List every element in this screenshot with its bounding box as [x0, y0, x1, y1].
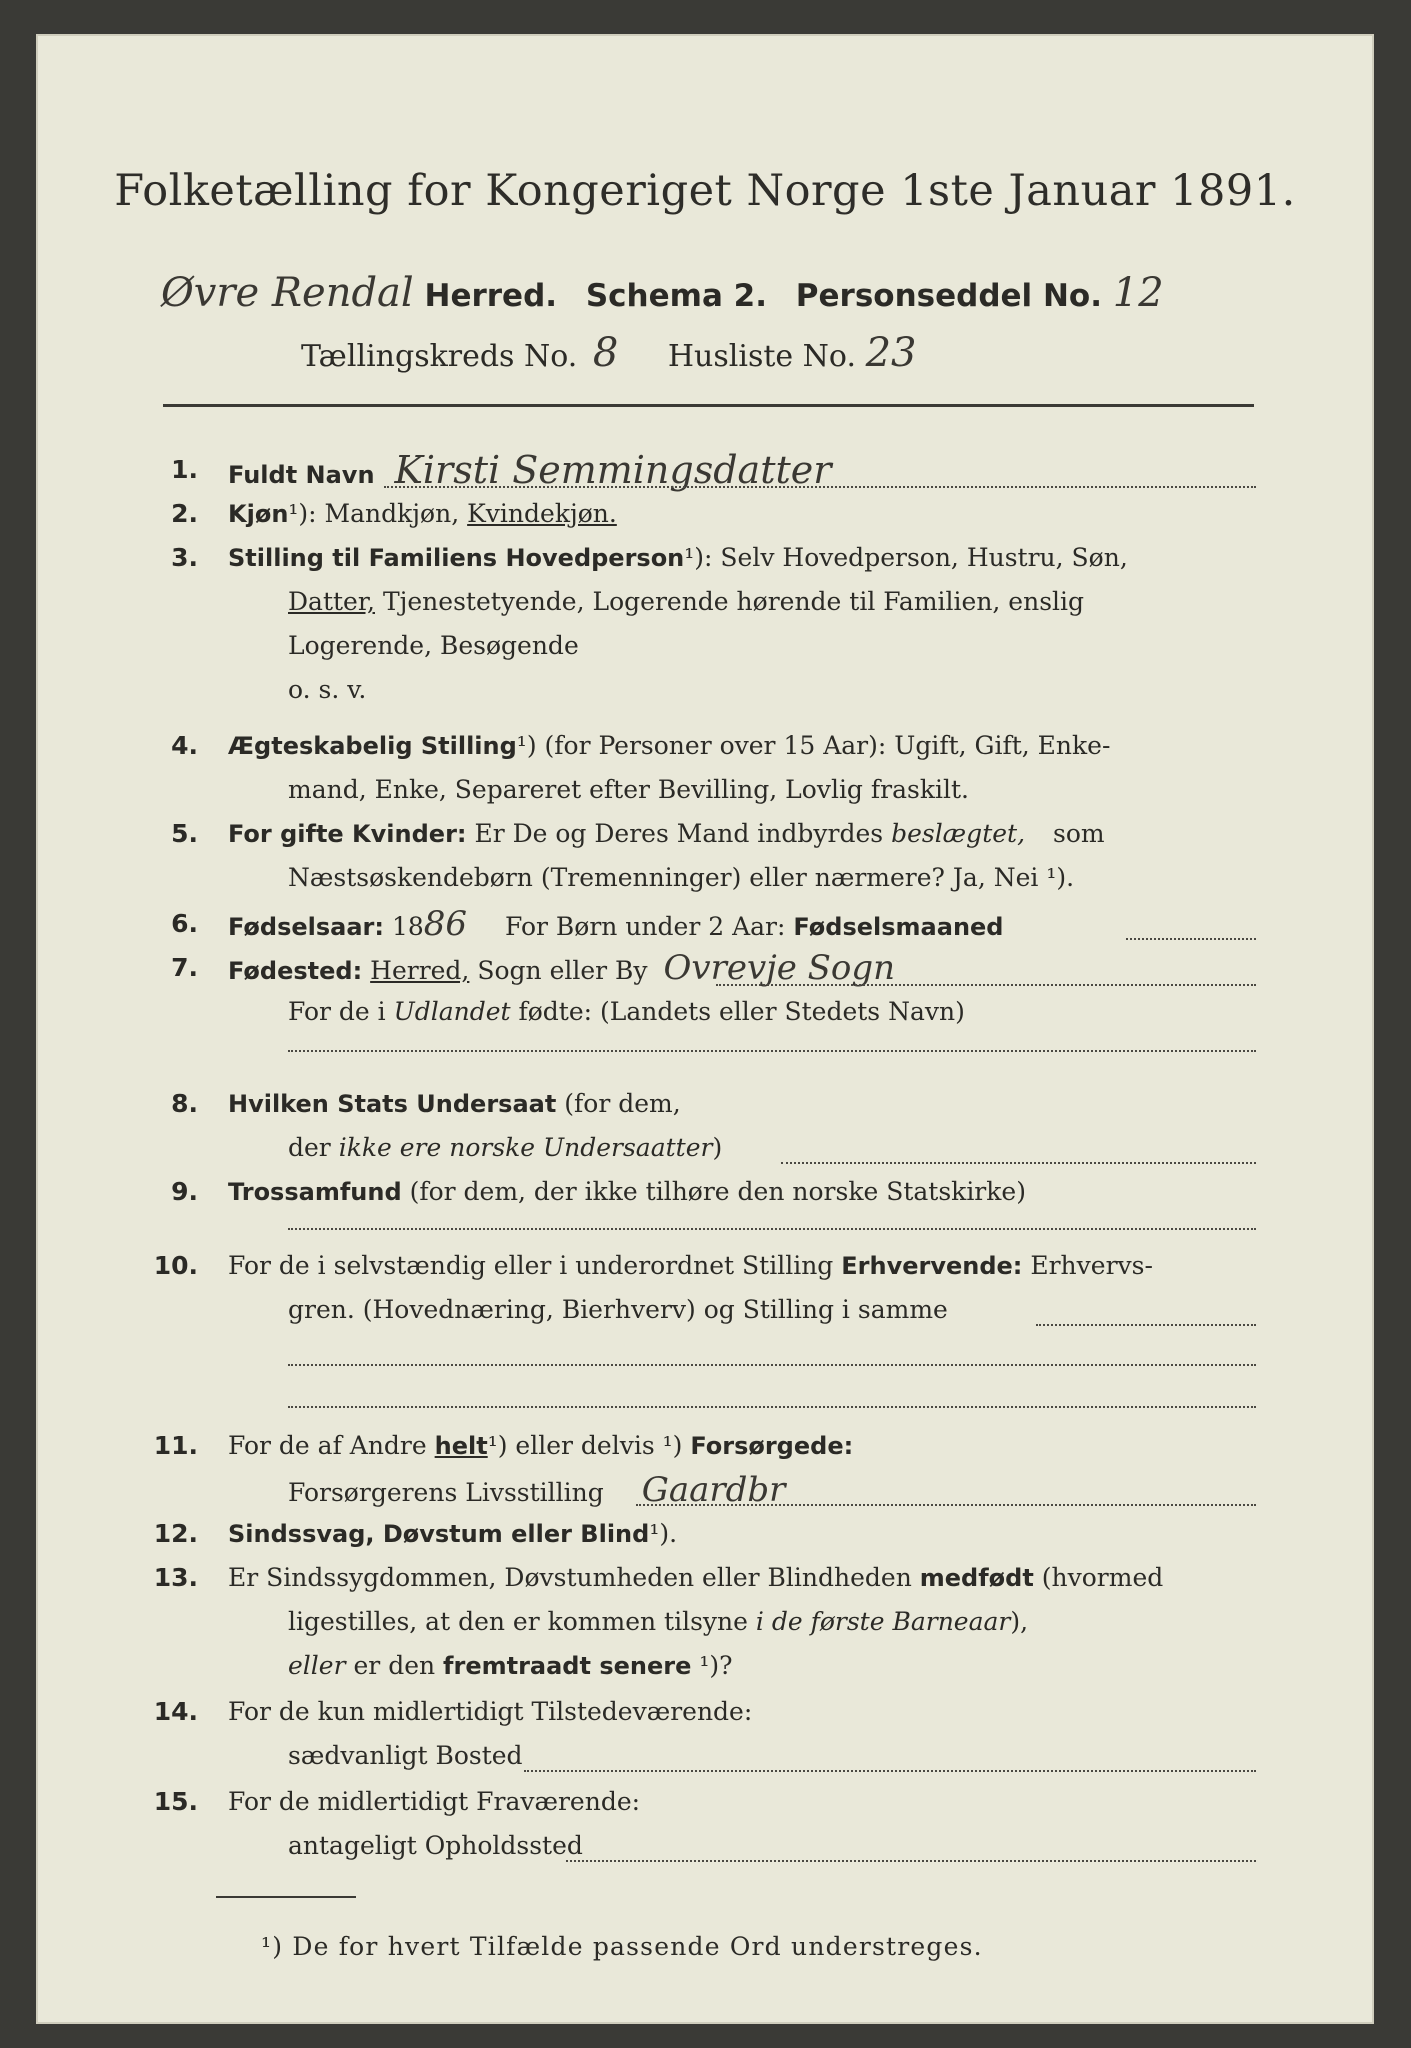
- family-position-selected: Datter,: [288, 587, 375, 616]
- sex-label: Kjøn: [228, 500, 289, 528]
- provider-occupation-line: [636, 1504, 1256, 1506]
- occupation-line-3: [288, 1406, 1256, 1408]
- item-9: [228, 1170, 1026, 1214]
- item-5: [228, 812, 1105, 856]
- supported-text: For de af Andre: [228, 1431, 427, 1460]
- item-5-number: 5.: [171, 819, 198, 848]
- item-10: [228, 1244, 1153, 1288]
- item-14-number: 14.: [153, 1697, 198, 1726]
- herred-label: Herred.: [424, 278, 558, 314]
- item-13-number: 13.: [153, 1563, 198, 1592]
- abroad-word: Udlandet: [393, 997, 511, 1026]
- personseddel-number: 12: [1112, 270, 1164, 316]
- item-15-line-2: antageligt Opholdssted: [288, 1831, 583, 1860]
- probable-residence-line: [566, 1860, 1256, 1862]
- full-name-label: Fuldt Navn: [228, 461, 375, 489]
- item-15: [228, 1780, 640, 1824]
- item-10-line-2: gren. (Hovednæring, Bierhverv) og Stilling i samme: [288, 1295, 948, 1324]
- congenital-later: fremtraadt senere: [443, 1652, 692, 1680]
- disability-label: Sindssvag, Døvstum eller Blind: [228, 1520, 650, 1548]
- footnote-rule: [216, 1896, 356, 1898]
- supported-partly: ¹) eller delvis ¹): [487, 1431, 683, 1460]
- item-10-number: 10.: [153, 1251, 198, 1280]
- item-15-number: 15.: [153, 1787, 198, 1816]
- supported-label: Forsørgede:: [690, 1432, 854, 1460]
- item-12: [228, 1512, 677, 1556]
- item-14-line-2: sædvanligt Bosted: [288, 1741, 523, 1770]
- kreds-line: [301, 330, 916, 376]
- birth-month-line: [1126, 938, 1256, 940]
- husliste-number: 23: [865, 330, 917, 376]
- family-position-options-2: Tjenestetyende, Logerende hørende til Familien, enslig: [382, 587, 1085, 616]
- herred-name: Øvre Rendal: [161, 270, 414, 316]
- congenital-eller: eller: [288, 1651, 346, 1680]
- item-13-line-3: [288, 1644, 733, 1688]
- occupation-text: For de i selvstændig eller i underordnet Stilling: [228, 1251, 834, 1280]
- sex-selected: Kvindekjøn.: [467, 499, 617, 528]
- item-7-number: 7.: [171, 953, 198, 982]
- item-11-number: 11.: [153, 1431, 198, 1460]
- item-5-line-2: Næstsøskendebørn (Tremenninger) eller nærmere? Ja, Nei ¹).: [288, 863, 1075, 892]
- census-form-sheet: [36, 34, 1374, 2024]
- birthplace-line: [716, 984, 1256, 986]
- item-6-number: 6.: [171, 909, 198, 938]
- personseddel-label: Personseddel No.: [795, 278, 1102, 314]
- birth-year-value: 86: [423, 904, 468, 944]
- item-3-line-4: o. s. v.: [288, 675, 367, 704]
- item-3-line-3: Logerende, Besøgende: [288, 631, 579, 660]
- citizenship-close: ): [712, 1133, 723, 1162]
- item-3: [228, 536, 1128, 580]
- schema-label: Schema 2.: [585, 278, 767, 314]
- provider-occupation-label: Forsørgerens Livsstilling: [288, 1478, 604, 1507]
- item-2-number: 2.: [171, 499, 198, 528]
- provider-occupation-value: Gaardbr: [641, 1470, 786, 1510]
- citizenship-label: Hvilken Stats Undersaat: [228, 1090, 557, 1118]
- marital-label: Ægteskabelig Stilling: [228, 732, 517, 760]
- religion-label: Trossamfund: [228, 1178, 402, 1206]
- item-4-number: 4.: [171, 731, 198, 760]
- item-4: [228, 724, 1110, 768]
- birth-year-label: Fødselsaar:: [228, 913, 384, 941]
- marital-options-1: ¹) (for Personer over 15 Aar): Ugift, Gift, Enke-: [516, 731, 1111, 760]
- item-1: [228, 448, 831, 497]
- form-title: Folketælling for Kongeriget Norge 1ste Januar 1891.: [114, 166, 1296, 216]
- birth-year-prefix: 18: [391, 912, 424, 941]
- kreds-label: Tællingskreds No.: [301, 339, 578, 374]
- abroad-line: [288, 1050, 1256, 1052]
- family-position-options-1: ¹): Selv Hovedperson, Hustru, Søn,: [684, 543, 1128, 572]
- item-14: [228, 1690, 752, 1734]
- family-position-label: Stilling til Familiens Hovedperson: [228, 544, 685, 572]
- item-3-line-2: [288, 580, 1084, 624]
- item-13-line-2: [288, 1600, 1028, 1644]
- birthplace-label: Fødested:: [228, 957, 363, 985]
- birthplace-selected: Herred,: [370, 956, 470, 985]
- full-name-value: Kirsti Semmingsdatter: [394, 448, 832, 492]
- item-7-line-2: [288, 990, 965, 1034]
- married-women-question: Er De og Deres Mand indbyrdes: [474, 819, 884, 848]
- married-women-label: For gifte Kvinder:: [228, 820, 467, 848]
- kreds-number: 8: [592, 330, 619, 376]
- congenital-word: medfødt: [919, 1564, 1034, 1592]
- item-12-number: 12.: [153, 1519, 198, 1548]
- congenital-hvormed: (hvormed: [1041, 1563, 1164, 1592]
- item-3-number: 3.: [171, 543, 198, 572]
- full-name-line: [384, 486, 1256, 488]
- congenital-close: ),: [1010, 1607, 1029, 1636]
- citizenship-not-norwegian: ikke ere norske Undersaatter: [338, 1133, 713, 1162]
- footnote: ¹) De for hvert Tilfælde passende Ord understreges.: [261, 1932, 983, 1961]
- citizenship-note: (for dem,: [564, 1089, 681, 1118]
- congenital-text-2: ligestilles, at den er kommen tilsyne: [288, 1607, 748, 1636]
- husliste-label: Husliste No.: [667, 339, 857, 374]
- citizenship-line: [781, 1162, 1256, 1164]
- item-2: [228, 492, 617, 536]
- birth-month-note: For Børn under 2 Aar:: [504, 912, 786, 941]
- occupation-branch: Erhvervs-: [1030, 1251, 1153, 1280]
- disability-note: ¹).: [649, 1519, 678, 1548]
- married-women-som: som: [1052, 819, 1105, 848]
- occupation-line-1: [1036, 1324, 1256, 1326]
- herred-line: [161, 270, 1261, 316]
- item-6: [228, 902, 1003, 949]
- item-13: [228, 1556, 1163, 1600]
- citizenship-der: der: [288, 1133, 331, 1162]
- temporary-absent-label: For de midlertidigt Fraværende:: [228, 1787, 641, 1816]
- abroad-prefix: For de i: [288, 997, 386, 1026]
- occupation-label: Erhvervende:: [841, 1252, 1023, 1280]
- congenital-text-3: er den: [353, 1651, 436, 1680]
- item-11: [228, 1424, 853, 1468]
- temporary-present-label: For de kun midlertidigt Tilstedeværende:: [228, 1697, 753, 1726]
- religion-line: [288, 1228, 1256, 1230]
- supported-fully: helt: [434, 1432, 488, 1460]
- birthplace-options: Sogn eller By: [477, 956, 648, 985]
- religion-note: (for dem, der ikke tilhøre den norske Statskirke): [409, 1177, 1026, 1206]
- header-rule: [163, 404, 1254, 407]
- item-8-line-2: [288, 1126, 722, 1170]
- congenital-childhood: i de første Barneaar: [755, 1607, 1011, 1636]
- item-1-number: 1.: [171, 455, 198, 484]
- abroad-text: fødte: (Landets eller Stedets Navn): [518, 997, 965, 1026]
- item-4-line-2: mand, Enke, Separeret efter Bevilling, Lovlig fraskilt.: [288, 775, 969, 804]
- birthplace-value: Ovrevje Sogn: [663, 948, 896, 988]
- birth-month-label: Fødselsmaaned: [793, 913, 1004, 941]
- item-8: [228, 1082, 681, 1126]
- item-9-number: 9.: [171, 1177, 198, 1206]
- sex-options: ¹): Mandkjøn,: [288, 499, 460, 528]
- usual-residence-line: [524, 1770, 1256, 1772]
- item-11-line-2: [288, 1468, 785, 1515]
- occupation-line-2: [288, 1364, 1256, 1366]
- item-8-number: 8.: [171, 1089, 198, 1118]
- congenital-end: ¹)?: [699, 1651, 733, 1680]
- married-women-related: beslægtet,: [891, 819, 1026, 848]
- congenital-question: Er Sindssygdommen, Døvstumheden eller Blindheden: [228, 1563, 912, 1592]
